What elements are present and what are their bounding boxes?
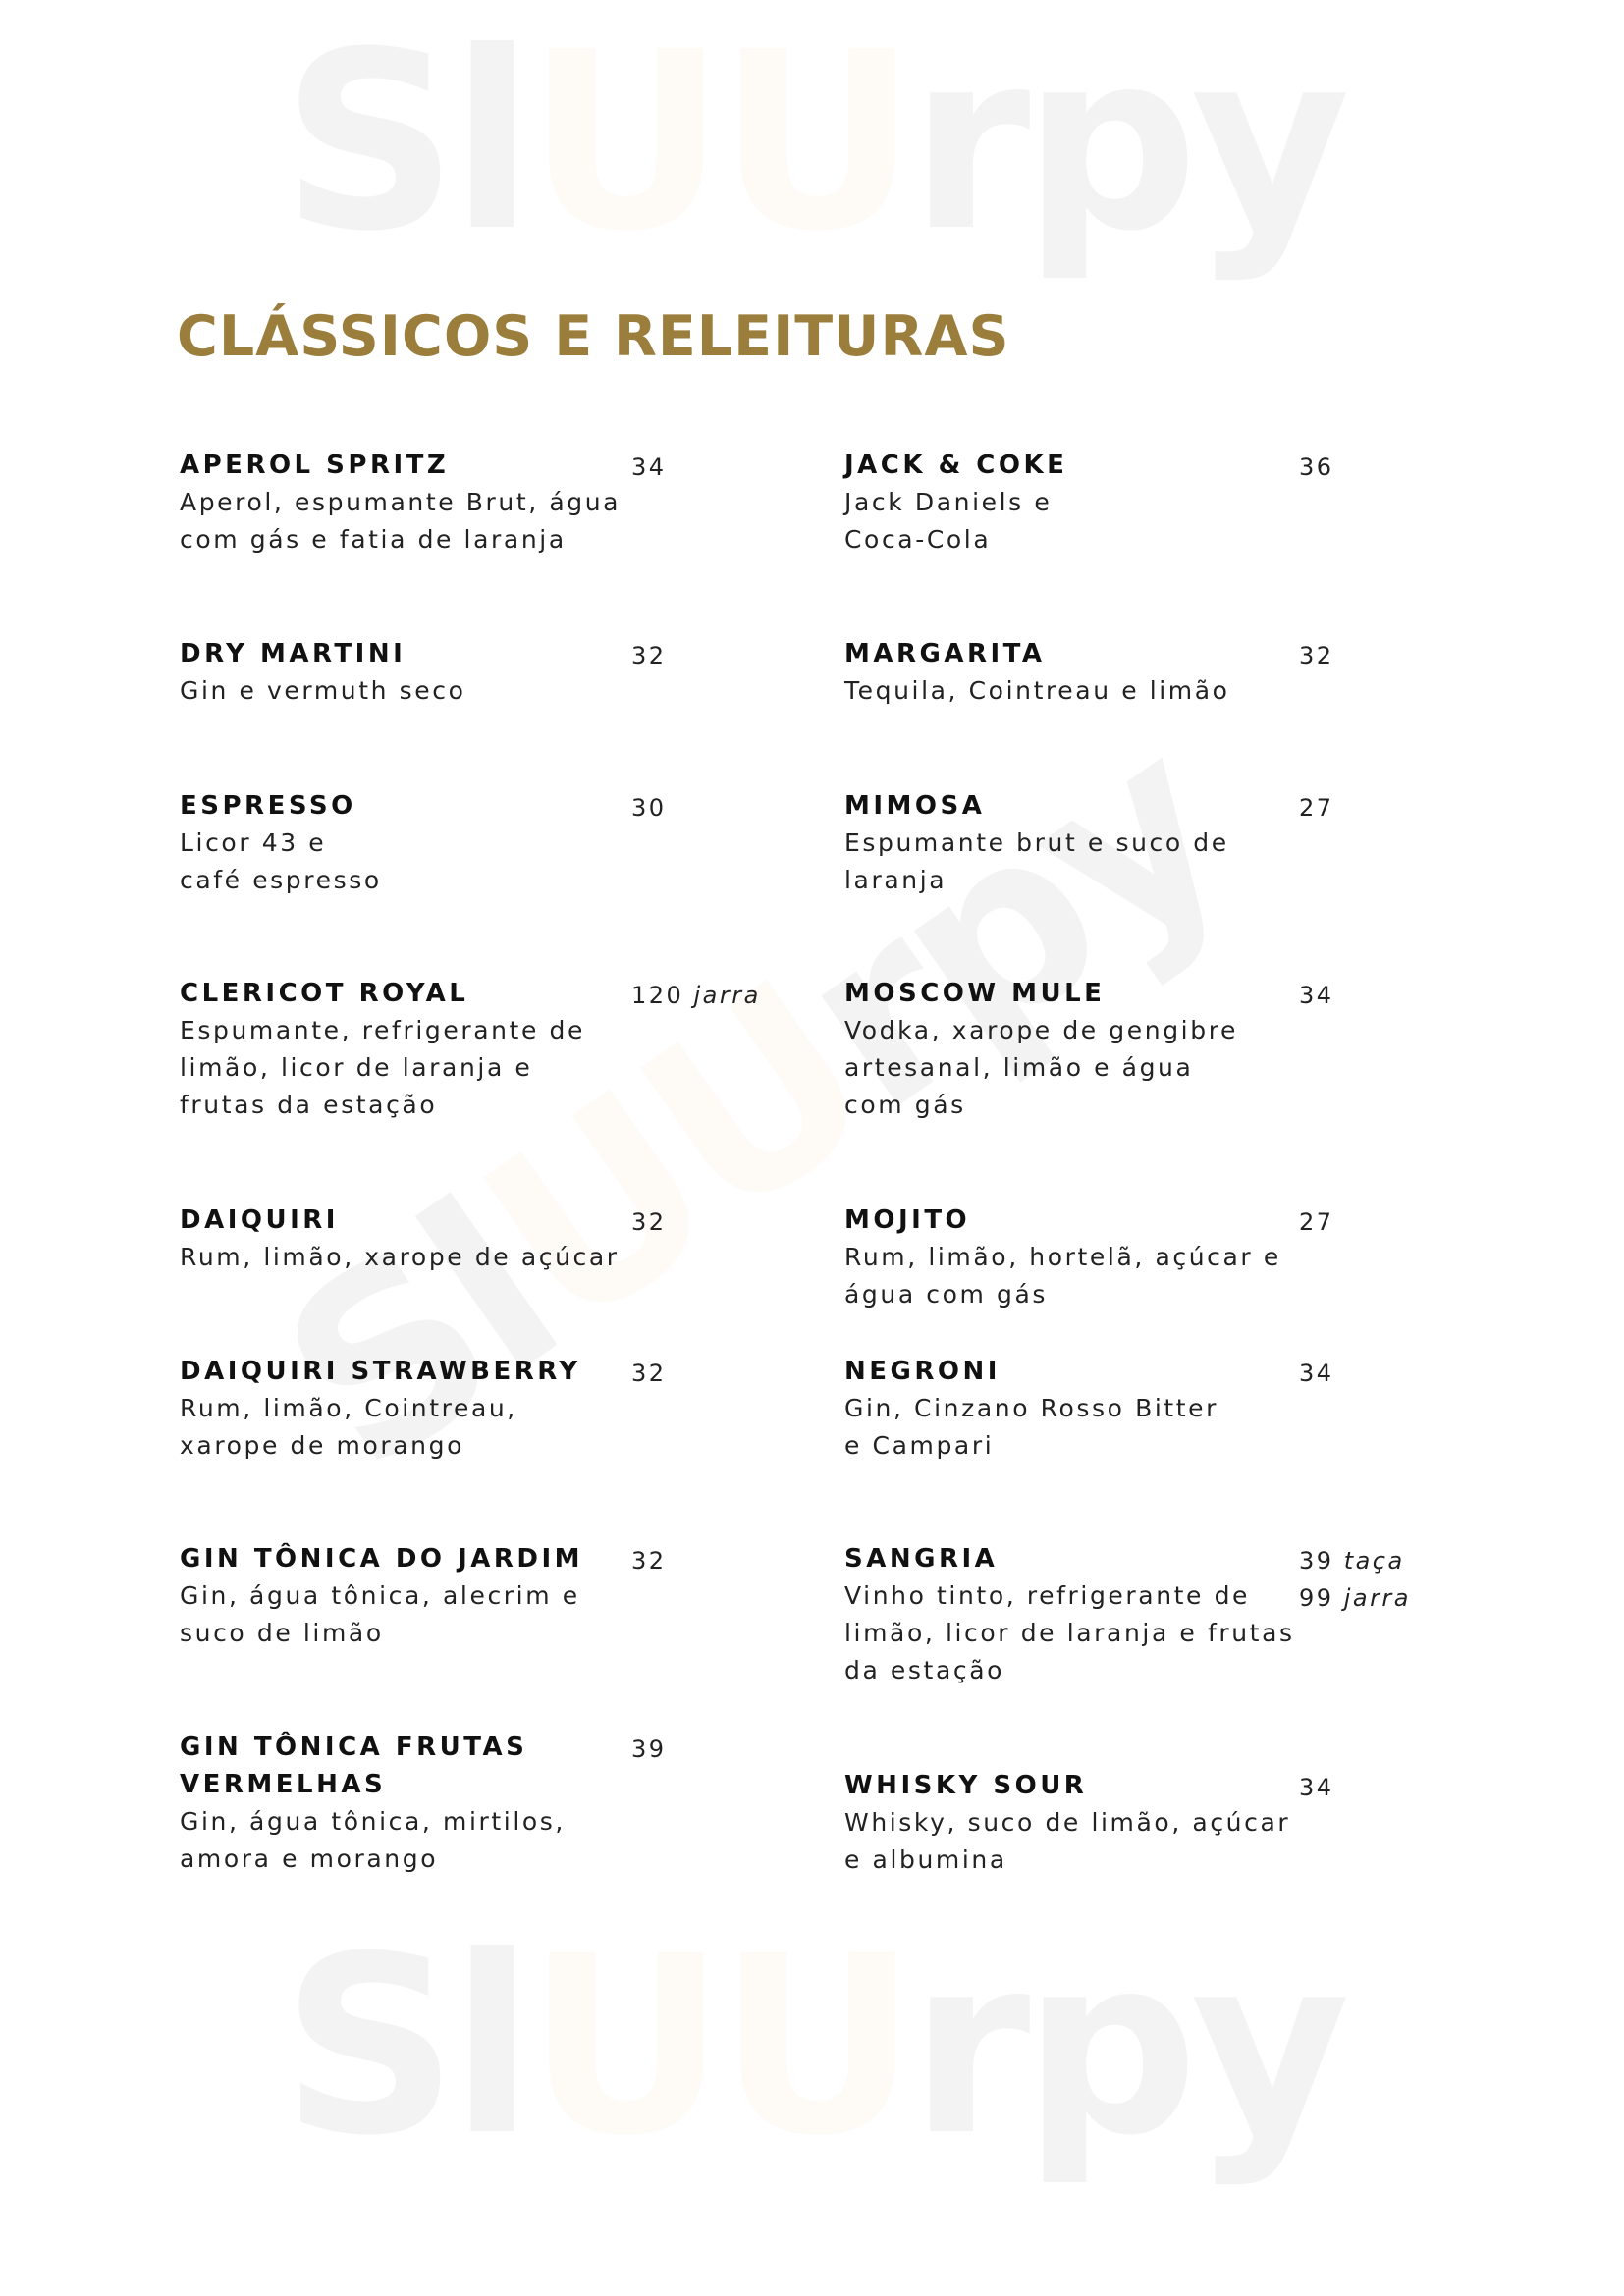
item-description — [180, 825, 602, 899]
price-value: 99 — [1299, 1584, 1334, 1612]
price-value: 34 — [1299, 982, 1334, 1009]
price-unit: jarra — [693, 982, 761, 1009]
description-line: Licor 43 e — [180, 828, 327, 857]
menu-item — [180, 1201, 808, 1276]
item-name: GIN TÔNICA DO JARDIM — [180, 1544, 584, 1574]
item-name: MOJITO — [844, 1205, 971, 1235]
item-description — [180, 1577, 602, 1652]
description-line: Vinho tinto, refrigerante de — [844, 1581, 1251, 1610]
item-description — [844, 672, 1267, 710]
item-price — [631, 1203, 667, 1241]
item-description — [180, 1239, 620, 1276]
price-line — [1299, 449, 1334, 486]
item-name: MIMOSA — [844, 791, 986, 821]
item-description — [844, 1577, 1295, 1689]
watermark-logo — [0, 1924, 1624, 2169]
item-price — [631, 1542, 667, 1579]
price-value: 32 — [631, 1547, 667, 1575]
price-line — [631, 1542, 667, 1579]
price-value: 36 — [1299, 454, 1334, 481]
price-line — [631, 789, 667, 827]
item-price — [1299, 1542, 1411, 1617]
description-line: com gás e fatia de laranja — [180, 525, 567, 554]
item-price — [1299, 637, 1334, 674]
menu-item — [180, 1353, 808, 1465]
item-price — [1299, 1355, 1334, 1392]
item-name: GIN TÔNICA FRUTAS VERMELHAS — [180, 1733, 528, 1799]
price-value: 39 — [631, 1735, 667, 1763]
menu-item — [844, 447, 1473, 559]
description-line: Rum, limão, Cointreau, — [180, 1394, 517, 1422]
description-line: Rum, limão, xarope de açúcar — [180, 1243, 620, 1271]
item-name: CLERICOT ROYAL — [180, 979, 469, 1008]
section-title: CLÁSSICOS E RELEITURAS — [177, 304, 1010, 369]
item-name: MOSCOW MULE — [844, 979, 1106, 1008]
item-name: JACK & COKE — [844, 451, 1068, 480]
item-price — [631, 449, 667, 486]
item-price — [631, 1355, 667, 1392]
description-line: limão, licor de laranja e frutas — [844, 1619, 1295, 1647]
item-price — [1299, 789, 1334, 827]
item-name: NEGRONI — [844, 1357, 1001, 1386]
price-line — [1299, 1203, 1334, 1241]
item-description — [180, 484, 622, 559]
item-description — [180, 1803, 602, 1878]
price-line — [631, 1355, 667, 1392]
description-line: amora e morango — [180, 1844, 439, 1873]
menu-item — [844, 975, 1473, 1124]
description-line: e albumina — [844, 1845, 1007, 1874]
item-price — [1299, 1769, 1334, 1806]
menu-item — [180, 1729, 808, 1878]
description-line: com gás — [844, 1091, 966, 1119]
price-line — [1299, 1355, 1334, 1392]
item-description — [844, 484, 1267, 559]
item-name: SANGRIA — [844, 1544, 999, 1574]
item-description — [844, 1239, 1281, 1313]
menu-item — [180, 635, 808, 710]
menu-item — [844, 635, 1473, 710]
description-line: Gin e vermuth seco — [180, 676, 466, 705]
item-name: WHISKY SOUR — [844, 1771, 1088, 1800]
price-unit: taça — [1343, 1547, 1405, 1575]
price-value: 34 — [631, 454, 667, 481]
price-line — [1299, 789, 1334, 827]
description-line: Coca-Cola — [844, 525, 992, 554]
description-line: Espumante brut e suco de — [844, 828, 1229, 857]
price-line — [1299, 1769, 1334, 1806]
item-price — [631, 1731, 667, 1768]
description-line: Gin, água tônica, alecrim e — [180, 1581, 580, 1610]
item-description — [844, 825, 1267, 899]
menu-item — [180, 1540, 808, 1652]
price-line — [631, 1203, 667, 1241]
description-line: e Campari — [844, 1431, 995, 1460]
item-price — [1299, 449, 1334, 486]
item-name: ESPRESSO — [180, 791, 356, 821]
price-value: 27 — [1299, 794, 1334, 822]
description-line: artesanal, limão e água — [844, 1053, 1194, 1082]
price-line — [1299, 1579, 1411, 1617]
price-value: 32 — [631, 1360, 667, 1387]
description-line: suco de limão — [180, 1619, 384, 1647]
price-unit: jarra — [1343, 1584, 1412, 1612]
item-description — [180, 672, 602, 710]
description-line: Espumante, refrigerante de — [180, 1016, 585, 1044]
item-name: DRY MARTINI — [180, 639, 406, 668]
item-price — [1299, 1203, 1334, 1241]
menu-item — [180, 447, 808, 559]
item-description — [844, 1804, 1291, 1879]
price-line — [631, 449, 667, 486]
menu-item — [844, 1767, 1473, 1879]
description-line: Whisky, suco de limão, açúcar — [844, 1808, 1291, 1837]
price-value: 32 — [631, 1208, 667, 1236]
description-line: Rum, limão, hortelã, açúcar e — [844, 1243, 1281, 1271]
description-line: Jack Daniels e — [844, 488, 1053, 516]
price-value: 27 — [1299, 1208, 1334, 1236]
item-price — [631, 977, 761, 1014]
menu-item — [844, 1540, 1473, 1689]
description-line: Gin, água tônica, mirtilos, — [180, 1807, 566, 1836]
description-line: limão, licor de laranja e — [180, 1053, 533, 1082]
price-value: 120 — [631, 982, 684, 1009]
menu-item — [844, 1353, 1473, 1465]
description-line: frutas da estação — [180, 1091, 438, 1119]
item-price — [631, 637, 667, 674]
item-description — [844, 1012, 1267, 1124]
item-description — [180, 1390, 602, 1465]
price-value: 32 — [631, 642, 667, 669]
description-line: da estação — [844, 1656, 1005, 1684]
watermark-logo — [0, 20, 1624, 265]
price-line — [631, 977, 761, 1014]
description-line: Aperol, espumante Brut, água — [180, 488, 622, 516]
price-value: 39 — [1299, 1547, 1334, 1575]
price-value: 34 — [1299, 1774, 1334, 1801]
description-line: xarope de morango — [180, 1431, 464, 1460]
description-line: Vodka, xarope de gengibre — [844, 1016, 1238, 1044]
item-name: DAIQUIRI — [180, 1205, 339, 1235]
price-line — [1299, 977, 1334, 1014]
description-line: água com gás — [844, 1280, 1049, 1308]
item-name: APEROL SPRITZ — [180, 451, 450, 480]
price-line — [631, 637, 667, 674]
item-name: DAIQUIRI STRAWBERRY — [180, 1357, 581, 1386]
menu-item — [844, 787, 1473, 899]
price-line — [631, 1731, 667, 1768]
menu-item — [844, 1201, 1473, 1313]
description-line: Tequila, Cointreau e limão — [844, 676, 1230, 705]
price-value: 34 — [1299, 1360, 1334, 1387]
description-line: Gin, Cinzano Rosso Bitter — [844, 1394, 1219, 1422]
price-value: 30 — [631, 794, 667, 822]
item-price — [631, 789, 667, 827]
item-description — [844, 1390, 1267, 1465]
description-line: café espresso — [180, 866, 382, 894]
price-line — [1299, 1542, 1411, 1579]
item-price — [1299, 977, 1334, 1014]
description-line: laranja — [844, 866, 947, 894]
price-value: 32 — [1299, 642, 1334, 669]
item-description — [180, 1012, 602, 1124]
menu-item — [180, 975, 808, 1124]
menu-item — [180, 787, 808, 899]
item-name: MARGARITA — [844, 639, 1046, 668]
price-line — [1299, 637, 1334, 674]
